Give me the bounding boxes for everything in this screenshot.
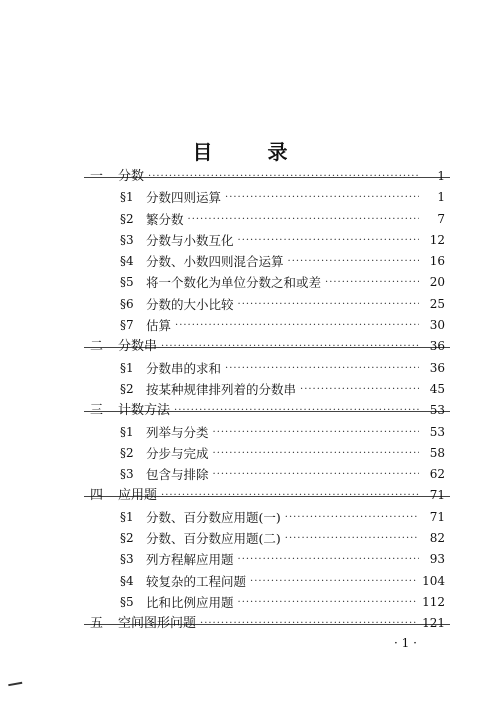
toc-number: 五 — [90, 616, 104, 632]
dot-leader — [238, 230, 419, 251]
dot-leader — [213, 464, 419, 485]
toc-label: 较复杂的工程问题 — [146, 573, 247, 589]
toc-label: 比和比例应用题 — [146, 594, 234, 610]
toc-section[interactable] — [90, 272, 445, 293]
dot-leader — [238, 549, 419, 570]
dot-leader — [285, 507, 419, 528]
toc-number: §1 — [120, 360, 134, 375]
toc-page: 7 — [437, 211, 445, 226]
dot-leader — [225, 358, 419, 379]
toc-label: 计数方法 — [118, 403, 171, 419]
toc-chapter[interactable] — [90, 400, 445, 421]
page-title: 目 录 — [192, 140, 312, 164]
toc-section[interactable] — [90, 358, 445, 379]
toc-section[interactable] — [90, 315, 445, 336]
toc-section[interactable] — [90, 571, 445, 592]
toc-page: 30 — [429, 318, 445, 333]
toc-label: 估算 — [146, 318, 172, 334]
toc-page: 71 — [429, 488, 445, 503]
toc-page: 82 — [429, 531, 445, 546]
toc-label: 列方程解应用题 — [146, 552, 234, 568]
toc-section[interactable] — [90, 592, 445, 613]
toc-chapter[interactable] — [90, 166, 445, 187]
toc-page: 36 — [429, 360, 445, 375]
toc-label: 分数 — [118, 169, 145, 184]
toc-label: 列举与分类 — [146, 424, 209, 440]
dot-leader — [238, 294, 419, 315]
toc-number: §3 — [120, 467, 134, 482]
toc-label: 空间图形问题 — [118, 616, 197, 632]
toc-page: 71 — [429, 509, 445, 524]
dot-leader — [174, 400, 419, 421]
toc-section[interactable] — [90, 443, 445, 464]
toc-section[interactable] — [90, 187, 445, 208]
toc-number: §4 — [120, 254, 134, 269]
toc-page: 36 — [429, 339, 445, 354]
toc-section[interactable] — [90, 422, 445, 443]
toc-number: §5 — [120, 275, 134, 290]
dot-leader — [225, 187, 419, 208]
toc-label: 应用题 — [118, 488, 158, 504]
toc-page: 93 — [429, 552, 445, 567]
toc-number: §3 — [120, 232, 134, 247]
toc-number: 四 — [90, 488, 104, 504]
toc-page: 53 — [429, 403, 445, 418]
dot-leader — [213, 422, 419, 443]
toc-number: §5 — [120, 594, 134, 609]
toc-number: 一 — [90, 169, 104, 184]
toc-page: 104 — [422, 573, 445, 588]
toc-number: §1 — [120, 190, 134, 205]
toc-label: 分步与完成 — [146, 445, 209, 461]
toc-page: 58 — [429, 445, 445, 460]
toc-section[interactable] — [90, 507, 445, 528]
toc-page: 16 — [429, 254, 445, 269]
toc-page: 1 — [437, 190, 445, 205]
toc-page: 112 — [422, 594, 445, 609]
toc-section[interactable] — [90, 294, 445, 315]
toc-section[interactable] — [90, 464, 445, 485]
toc-chapter[interactable] — [90, 613, 445, 634]
toc-section[interactable] — [90, 209, 445, 230]
toc-page: 53 — [429, 424, 445, 439]
dot-leader — [175, 315, 419, 336]
toc-section[interactable] — [90, 528, 445, 549]
toc-number: §6 — [120, 296, 134, 311]
dot-leader — [200, 613, 418, 634]
dot-leader — [285, 528, 419, 549]
toc-number: 三 — [90, 403, 104, 419]
toc-page: 25 — [429, 296, 445, 311]
toc-section[interactable] — [90, 549, 445, 570]
table-of-contents — [90, 166, 445, 635]
dot-leader — [325, 272, 419, 293]
dot-leader — [250, 571, 418, 592]
toc-label: 分数串的求和 — [146, 360, 222, 376]
toc-label: 包含与排除 — [146, 467, 209, 483]
toc-number: §7 — [120, 318, 134, 333]
dot-leader — [288, 251, 419, 272]
toc-number: §1 — [120, 509, 134, 524]
toc-page: 121 — [422, 616, 445, 631]
toc-number: §2 — [120, 445, 134, 460]
toc-label: 按某种规律排列着的分数串 — [146, 381, 297, 397]
toc-label: 繁分数 — [146, 211, 184, 227]
toc-section[interactable] — [90, 379, 445, 400]
toc-number: §2 — [120, 381, 134, 396]
toc-chapter[interactable] — [90, 336, 445, 357]
toc-label: 分数四则运算 — [146, 190, 222, 206]
dot-leader — [238, 592, 419, 613]
dot-leader — [148, 166, 419, 187]
toc-number: §2 — [120, 211, 134, 226]
dot-leader — [188, 209, 419, 230]
toc-chapter[interactable] — [90, 485, 445, 506]
dot-leader — [213, 443, 419, 464]
toc-label: 分数、百分数应用题(二) — [146, 531, 281, 547]
dot-leader — [300, 379, 419, 400]
toc-number: §2 — [120, 531, 134, 546]
toc-section[interactable] — [90, 230, 445, 251]
toc-number: §1 — [120, 424, 134, 439]
toc-section[interactable] — [90, 251, 445, 272]
toc-label: 分数的大小比较 — [146, 296, 234, 312]
toc-page: 45 — [429, 381, 445, 396]
toc-page: 20 — [429, 275, 445, 290]
scan-mark — [8, 679, 23, 686]
toc-label: 分数串 — [118, 339, 158, 355]
page-number: · 1 · — [394, 636, 417, 650]
toc-label: 分数与小数互化 — [146, 232, 234, 248]
dot-leader — [161, 336, 419, 357]
toc-number: §3 — [120, 552, 134, 567]
toc-page: 12 — [429, 232, 445, 247]
toc-label: 将一个数化为单位分数之和或差 — [146, 275, 322, 291]
toc-label: 分数、百分数应用题(一) — [146, 509, 281, 525]
toc-number: 二 — [90, 339, 104, 355]
toc-number: §4 — [120, 573, 134, 588]
toc-label: 分数、小数四则混合运算 — [146, 254, 284, 270]
dot-leader — [161, 485, 419, 506]
toc-page: 1 — [437, 169, 445, 183]
toc-page: 62 — [429, 467, 445, 482]
